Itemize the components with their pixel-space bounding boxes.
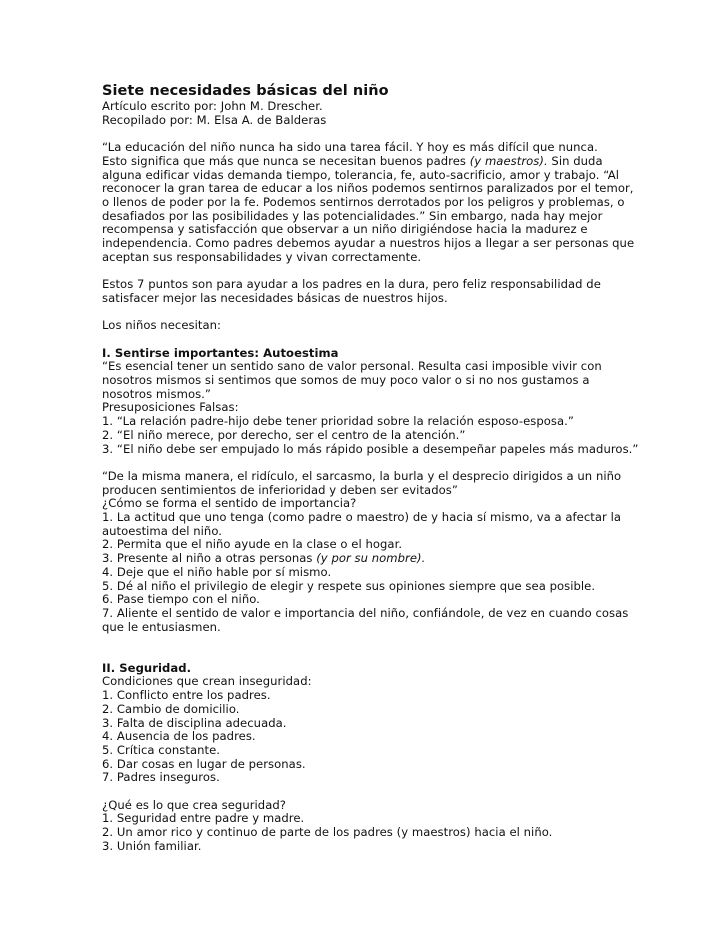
spacer <box>102 634 642 661</box>
list-item: 6. Dar cosas en lugar de personas. <box>102 756 306 771</box>
list-item: 2. Cambio de domicilio. <box>102 701 240 716</box>
text-span: 3. Presente al niño a otras personas <box>102 551 317 566</box>
text-line: o llenos de poder por la fe. Podemos sentirnos derrotados por los peligros y problemas, o <box>102 194 625 209</box>
list-item: 2. Un amor rico y continuo de parte de los padres (y maestros) hacia el niño. <box>102 825 553 840</box>
document-page <box>102 82 642 854</box>
author-line: Artículo escrito por: John M. Drescher. <box>102 99 323 113</box>
text-line <box>102 155 642 169</box>
text-line: “Es esencial tener un sentido sano de valor personal. Resulta casi imposible vivir con <box>102 359 602 374</box>
text-line: aceptan sus responsabilidades y vivan correctamente. <box>102 249 422 264</box>
list-item: 5. Crítica constante. <box>102 742 221 757</box>
compiler-line: Recopilado por: M. Elsa A. de Balderas <box>102 112 327 127</box>
spacer <box>102 264 642 278</box>
list-item: 3. “El niño debe ser empujado lo más rápido posible a desempeñar papeles más maduros.” <box>102 441 639 456</box>
spacer <box>102 456 642 470</box>
spacer <box>102 333 642 347</box>
subheading: ¿Cómo se forma el sentido de importancia? <box>102 496 357 511</box>
section-self-esteem <box>102 347 642 635</box>
section-heading: I. Sentirse importantes: Autoestima <box>102 345 339 360</box>
list-item: 4. Deje que el niño hable por sí mismo. <box>102 564 332 579</box>
intro-paragraph <box>102 141 642 264</box>
text-line: “De la misma manera, el ridículo, el sarcasmo, la burla y el desprecio dirigidos a un niño <box>102 468 622 483</box>
spacer <box>102 127 642 141</box>
list-item: 3. Unión familiar. <box>102 838 202 853</box>
text-line: independencia. Como padres debemos ayudar a nuestros hijos a llegar a ser personas que <box>102 236 635 251</box>
list-item: 1. “La relación padre-hijo debe tener prioridad sobre la relación esposo-esposa.” <box>102 414 574 429</box>
text-line: producen sentimientos de inferioridad y deben ser evitados” <box>102 482 458 497</box>
italic-text: (y maestros). <box>469 153 548 168</box>
list-item: que le entusiasmen. <box>102 619 221 634</box>
needs-intro: Los niños necesitan: <box>102 318 221 333</box>
text-line: Estos 7 puntos son para ayudar a los padres en la dura, pero feliz responsabilidad de <box>102 277 601 292</box>
text-span: Sin duda <box>547 153 603 168</box>
text-span: Esto significa que más que nunca se necesitan buenos padres <box>102 153 470 168</box>
text-line: nosotros mismos.” <box>102 386 211 401</box>
list-item: 5. Dé al niño el privilegio de elegir y respete sus opiniones siempre que sea posible. <box>102 578 596 593</box>
document-title: Siete necesidades básicas del niño <box>102 83 389 99</box>
list-item: 1. La actitud que uno tenga (como padre o maestro) de y hacia sí mismo, va a afectar la <box>102 510 622 525</box>
list-item: autoestima del niño. <box>102 523 223 538</box>
list-item: 7. Aliente el sentido de valor e importancia del niño, confiándole, de vez en cuando cosas <box>102 605 629 620</box>
spacer <box>102 785 642 799</box>
text-line: reconocer la gran tarea de educar a los niños podemos sentirnos paralizados por el temor, <box>102 181 634 196</box>
list-item: 1. Conflicto entre los padres. <box>102 688 271 703</box>
subheading: Presuposiciones Falsas: <box>102 400 239 415</box>
list-item: 7. Padres inseguros. <box>102 770 220 785</box>
subheading: ¿Qué es lo que crea seguridad? <box>102 797 286 812</box>
italic-text: (y por su nombre). <box>316 551 426 566</box>
text-line: recompensa y satisfacción que observar a un niño dirigiéndose hacia la madurez e <box>102 222 588 237</box>
list-item <box>102 552 642 566</box>
list-item: 1. Seguridad entre padre y madre. <box>102 811 305 826</box>
list-item: 4. Ausencia de los padres. <box>102 729 256 744</box>
list-item: 6. Pase tiempo con el niño. <box>102 592 260 607</box>
list-item: 3. Falta de disciplina adecuada. <box>102 715 287 730</box>
subheading: Condiciones que crean inseguridad: <box>102 674 312 689</box>
text-line: nosotros mismos si sentimos que somos de muy poco valor o si no nos gustamos a <box>102 373 590 387</box>
text-line: desafiados por las posibilidades y las potencialidades.” Sin embargo, nada hay mejor <box>102 208 603 223</box>
purpose-paragraph <box>102 278 642 305</box>
list-item: 2. Permita que el niño ayude en la clase o el hogar. <box>102 537 403 552</box>
spacer <box>102 306 642 320</box>
section-heading: II. Seguridad. <box>102 660 192 675</box>
text-line: alguna edificar vidas demanda tiempo, tolerancia, fe, auto-sacrificio, amor y trabajo. “Al <box>102 167 620 182</box>
text-line: “La educación del niño nunca ha sido una tarea fácil. Y hoy es más difícil que nunca. <box>102 140 598 155</box>
section-security <box>102 662 642 854</box>
text-line: satisfacer mejor las necesidades básicas de nuestros hijos. <box>102 290 448 305</box>
list-item: 2. “El niño merece, por derecho, ser el centro de la atención.” <box>102 427 466 442</box>
